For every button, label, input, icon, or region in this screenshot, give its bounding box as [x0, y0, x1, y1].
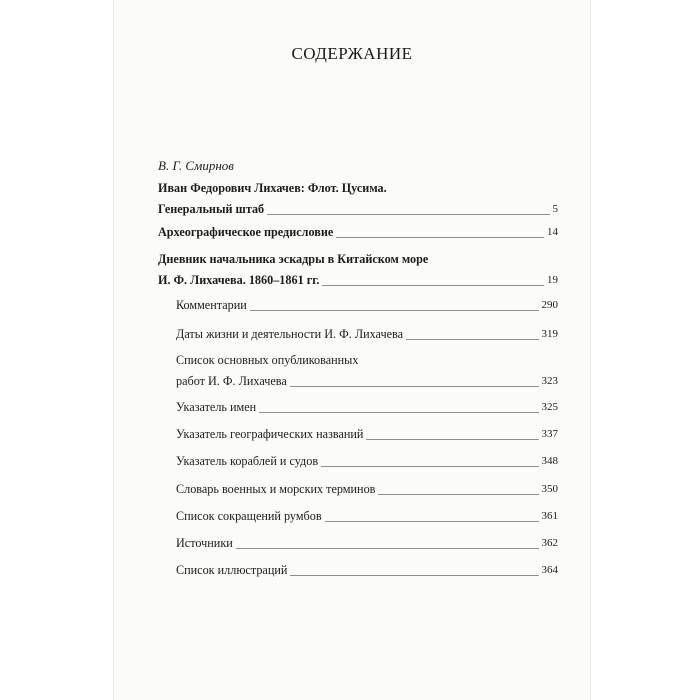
- toc-entry[interactable]: [158, 178, 558, 220]
- toc-entry[interactable]: [176, 424, 558, 445]
- toc-entry[interactable]: [176, 295, 558, 316]
- toc-entry-title: Иван Федорович Лихачев: Флот. Цусима.: [158, 181, 387, 195]
- toc-page-number: 364: [541, 564, 558, 576]
- dot-leader: [325, 521, 539, 522]
- toc-entry[interactable]: [176, 560, 558, 581]
- toc-page-number: 348: [541, 455, 558, 467]
- toc-entry[interactable]: [176, 324, 558, 345]
- toc-page-number: 19: [547, 274, 558, 286]
- toc-page-number: 361: [541, 510, 558, 522]
- toc-entry-title: Указатель имен: [176, 400, 257, 414]
- dot-leader: [366, 439, 538, 440]
- toc-page-number: 325: [541, 401, 558, 413]
- toc-page-number: 337: [541, 428, 558, 440]
- toc-entry[interactable]: [176, 479, 558, 500]
- toc-entry-title: Археографическое предисловие: [158, 225, 334, 239]
- toc-entry[interactable]: [158, 249, 558, 291]
- toc-entry-title: Список основных опубликованных: [176, 353, 359, 367]
- toc-page-number: 290: [541, 299, 558, 311]
- toc-entry-title: Дневник начальника эскадры в Китайском море: [158, 252, 429, 266]
- toc-page-number: 362: [541, 537, 558, 549]
- toc-page-number: 350: [541, 483, 558, 495]
- dot-leader: [321, 466, 538, 467]
- toc-entry-title: Комментарии: [176, 298, 247, 312]
- toc-entry-title: Даты жизни и деятельности И. Ф. Лихачева: [176, 327, 404, 341]
- toc-entry-title: Указатель географических названий: [176, 427, 364, 441]
- toc-entry-title: Словарь военных и морских терминов: [176, 482, 376, 496]
- dot-leader: [290, 386, 539, 387]
- dot-leader: [406, 339, 538, 340]
- toc-page-number: 323: [541, 375, 558, 387]
- toc-entry[interactable]: [176, 397, 558, 418]
- toc-entry-title: И. Ф. Лихачева. 1860–1861 гг.: [158, 273, 320, 287]
- dot-leader: [378, 494, 538, 495]
- dot-leader: [250, 310, 539, 311]
- book-page: [114, 0, 590, 700]
- dot-leader: [267, 214, 549, 215]
- toc-page-number: 14: [547, 226, 558, 238]
- toc-entry-title: Генеральный штаб: [158, 202, 265, 216]
- toc-entry[interactable]: [158, 222, 558, 243]
- toc-entry-title: Указатель кораблей и судов: [176, 454, 319, 468]
- toc-entry-title: работ И. Ф. Лихачева: [176, 374, 287, 388]
- toc-entry-title: Список сокращений румбов: [176, 509, 322, 523]
- toc-entry[interactable]: [176, 533, 558, 554]
- toc-page-number: 319: [541, 328, 558, 340]
- toc-entry[interactable]: [176, 451, 558, 472]
- toc-entry[interactable]: [176, 506, 558, 527]
- page-title: СОДЕРЖАНИЕ: [291, 44, 413, 63]
- dot-leader: [322, 285, 544, 286]
- dot-leader: [336, 237, 544, 238]
- toc-entry-title: Список иллюстраций: [176, 563, 288, 577]
- dot-leader: [290, 575, 538, 576]
- dot-leader: [236, 548, 539, 549]
- author-name: В. Г. Смирнов: [158, 158, 234, 173]
- toc-page-number: 5: [552, 203, 558, 215]
- dot-leader: [259, 412, 538, 413]
- toc-entry-title: Источники: [176, 536, 233, 550]
- toc-entry[interactable]: [176, 350, 558, 392]
